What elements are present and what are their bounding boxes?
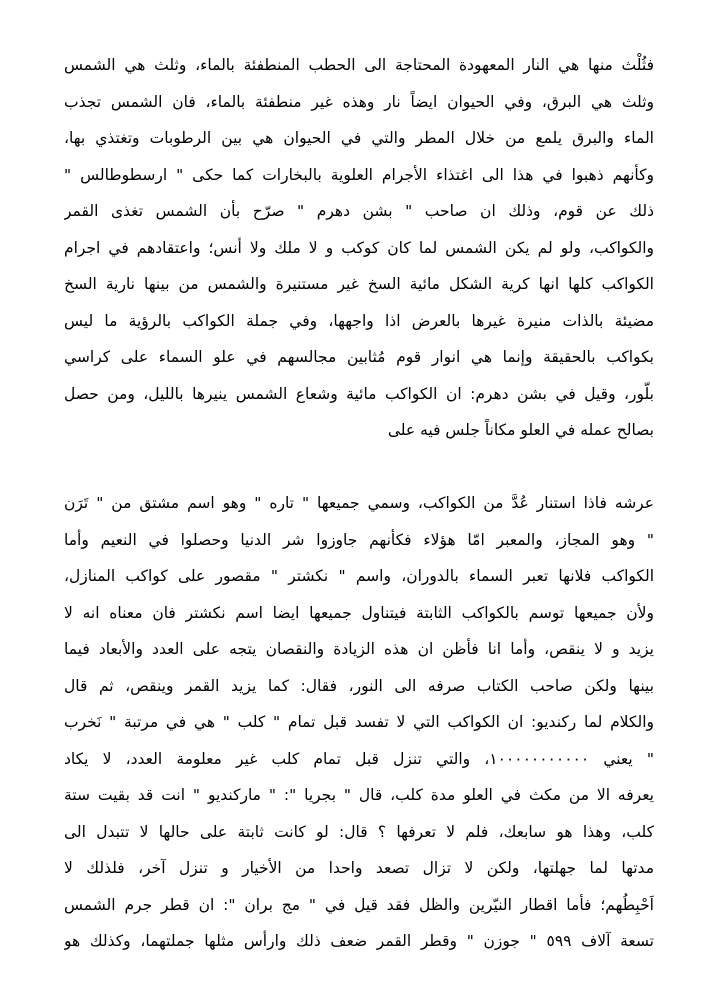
text-line: الكواكب فلانها تعبر السماء بالدوران، واسم " نكشتر " مقصور على كواكب المنازل،	[64, 567, 654, 585]
text-line: " يعني ١٠٠٠٠٠٠٠٠٠٠٠، والتي تنزل قبل تمام كلب غير معلومة العدد، لا يكاد	[64, 749, 654, 768]
text-line: بكواكب بالحقيقة وإنما هي انوار قوم مُثابين مجالسهم في علو السماء على كراسي	[64, 348, 654, 366]
text-line: اَحْبِطُهم؛ فأما اقطار النيّرين والظل فقد قيل في " مج بران ": ان قطر جرم الشمس	[64, 895, 654, 914]
text-line: وكأنهم ذهبوا في هذا الى اغتذاء الأجرام العلوية بالبخارات كما حكى " ارسطوطالس "	[64, 165, 654, 184]
text-line: وثلث هي البرق، وفي الحيوان ايضاً نار وهذه غير منطفئة بالماء، فان الشمس تجذب	[64, 92, 654, 111]
text-line: مضيئة بالذات منيرة غيرها بالعرض اذا واجهها، وفي جملة الكواكب بالرؤية ما ليس	[64, 311, 654, 330]
text-line: فثُلْث منها هي النار المعهودة المحتاجة الى الحطب المنطفئة بالماء، وثلث هي الشمس	[64, 56, 654, 74]
text-line: والكواكب، ولو لم يكن الشمس لما كان كوكب و لا ملك ولا أنس؛ واعتقادهم في اجرام	[64, 238, 654, 257]
paragraph-2	[64, 485, 654, 960]
text-line: الكواكب كلها انها كرية الشكل مائية السخ غير مستنيرة والشمس من بينها نارية السخ	[64, 275, 654, 293]
text-line: ذلك عن قوم، وذلك ان صاحب " بشن دهرم " صرّح بأن الشمس تغذى القمر	[64, 202, 654, 220]
text-line: بصالح عمله في العلو مكاناً جلس فيه على	[387, 421, 654, 439]
text-line: الماء والبرق يلمع من خلال المطر والتي في الحيوان هي بين الرطوبات وتغتذي بها،	[64, 129, 654, 147]
paragraph-1	[64, 47, 654, 449]
text-line: " وهو المجاز، والمعبر امّا هؤلاء فكأنهم جاوزوا شر الدنيا وحصلوا في النعيم وأما	[64, 530, 654, 549]
text-line: تسعة آلاف ٥٩٩ " جوزن " وقطر القمر ضعف ذلك وارأس مثلها جملتهما، وكذلك هو	[64, 932, 654, 950]
text-line: والكلام لما ركنديو: ان الكواكب التي لا تفسد قبل تمام " كلب " هي في مرتبة " نَخرب	[64, 713, 654, 731]
text-line: يزيد و لا ينقص، وأما انا فأظن ان هذه الزيادة والنقصان يتجه على العدد والأبعاد فيما	[64, 640, 654, 658]
text-line: كلب، وهذا هو سابعك، فلم لا تعرفها ؟ قال: لو كانت ثابتة على حالها لا تتبدل الى	[64, 822, 654, 841]
text-line: ولأن جميعها توسم بالكواكب الثابتة فيتناول جميعها ايضا اسم نكشتر فان معناه انه لا	[64, 603, 654, 622]
text-line: يعرفه الا من مكث في العلو مدة كلب، قال " بجريا ": " ماركنديو " انت قد بقيت ستة	[64, 786, 654, 804]
text-line: عرشه فاذا استنار عُدَّ من الكواكب، وسمي جميعها " تاره " وهو اسم مشتق من " تَرَن	[64, 494, 654, 512]
text-line: بلّور، وقيل في بشن دهرم: ان الكواكب مائية وشعاع الشمس ينيرها بالليل، ومن حصل	[64, 384, 654, 403]
text-line: بينها ولكن صاحب الكتاب صرفه الى النور، فقال: كما يزيد القمر وينقص، ثم قال	[64, 676, 654, 695]
text-line: مدتها لما جهلتها، ولكن لا تزال تصعد واحدا من الأخيار و تنزل آخر، فلذلك لا	[64, 859, 654, 877]
